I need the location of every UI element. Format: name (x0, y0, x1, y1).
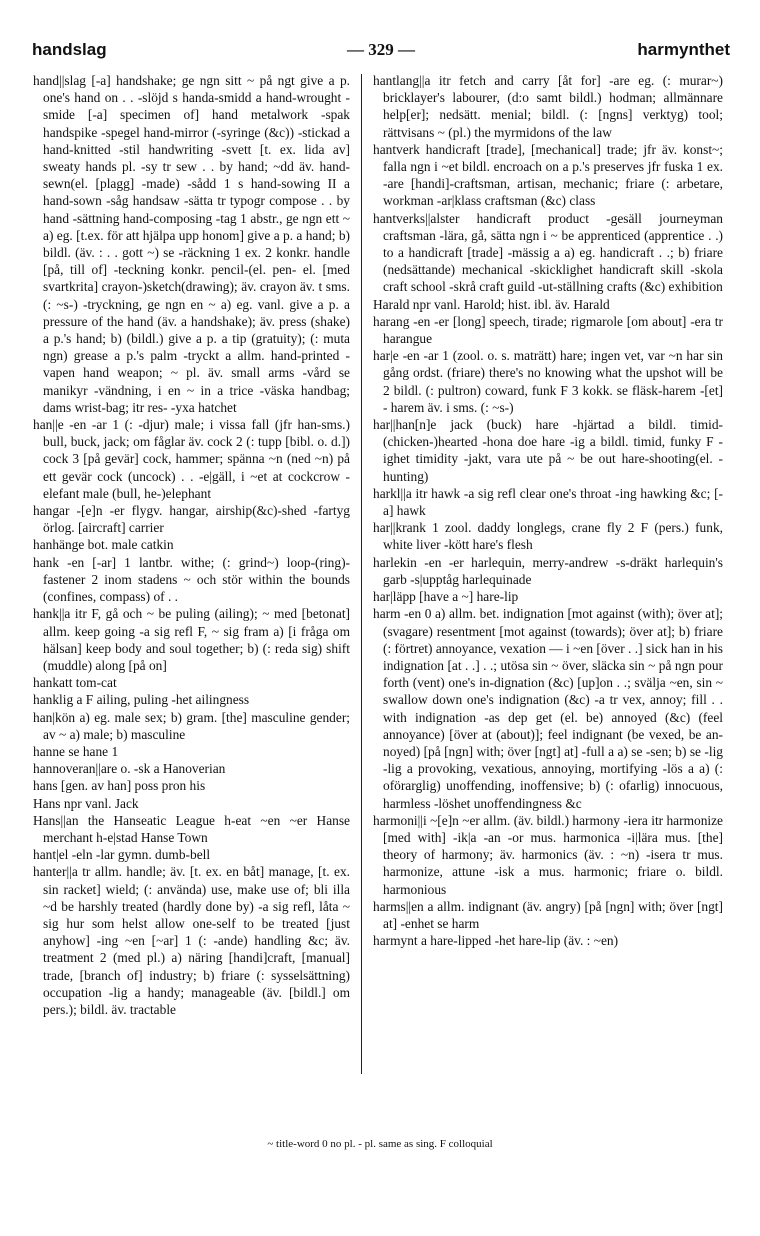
dictionary-entry: hanhänge bot. male catkin (33, 537, 174, 553)
dictionary-entry: Hans npr vanl. Jack (33, 795, 139, 811)
column-divider (361, 74, 362, 1074)
dictionary-entry: hantverk handicraft [trade], [mechanical] trade; jfr äv. konst~; falla ngn i ~et bildl. encroach on a p.'s preserves jfr fuska 1 ex. -are [handi]-craftsman, artisan, mechanic; friare (: arbetare, workman -ar|klass craftsman (&c) class (373, 141, 723, 209)
dictionary-entry: hanter||a tr allm. handle; äv. [t. ex. en båt] manage, [t. ex. sin racket] wield; (: använda) use, make use of; bli illa ~d be harshly treated (hardly done by) -a sig refl, låta ~ sig hur som helst allow one-self to be treated [just anyhow] -ing ~en [~ar] 1 (: -ande) handling &c; äv. treatment 2 (med pl.) a) näring [handi]craft, [manual] trade, [branch of] industry; b) friare (: sysselsättning) occupation -lig a handy; manageable (äv. [bildl.] om pers.); bildl. äv. tractable (33, 864, 350, 1017)
dictionary-entry: harm -en 0 a) allm. bet. indignation [mot against (with); över at]; (svagare) resentment [mot against (towards); över at]; b) friare (: förtret) annoyance, vexation — i ~en [över . .] sick han in his indignation [at . .] . .; utösa sin ~ över, släcka sin ~ på ngn pour forth (vent) one's in-dignation (&c) [up]on . .; svälja ~en, sin ~ swallow down one's indignation (&c) -a tr vex, annoy; fill . . with indignation -as dep get (el. be) annoyed (&c) (feel annoyance) [över at (about)]; feel indignant (be vexed, be an-noyed) [på [ngn] with; över [ngt] at] -full a a) se -sen; b) se -lig -lig a provoking, vexatious, annoying, mortifying -lös a a) (: oförarglig) unoffending, inoffensive; b) (: ofarlig) innocuous, harmless -löshet unoffendingness &c (373, 606, 723, 811)
dictionary-entry: han||e -en -ar 1 (: -djur) male; i vissa fall (jfr han-sms.) bull, buck, jack; om fåglar äv. cock 2 (: tupp [bibl. o. d.]) cock 3 [på gevär] cock, hammer; spänna ~n (ned ~n) på ett gevär cock (uncock) . . -e|gäll, i ~et at cockcrow -elefant male (bull, he-)elephant (33, 417, 350, 501)
dictionary-entry: har|e -en -ar 1 (zool. o. s. maträtt) hare; ingen vet, var ~n har sin gång ordst. (friare) there's no knowing what the upshot will be 2 bildl. (: pultron) coward, funk F 3 kokk. se fläsk-harem -[et] - harem äv. i sms. (: ~s-) (373, 348, 723, 415)
dictionary-entry: harang -en -er [long] speech, tirade; rigmarole [om about] -era tr harangue (373, 313, 723, 347)
right-column (373, 72, 723, 949)
page-number: — 329 — (347, 40, 415, 59)
page-header (32, 40, 730, 62)
dictionary-entry: harmoni||i ~[e]n ~er allm. (äv. bildl.) harmony -iera itr harmonize [med with] -ik|a -an -or mus. harmonica -i|lära mus. [the] theory of harmony; äv. harmonics (äv. : ~n) -isera tr mus. harmonize, attune -isk a mus. harmonic; friare o. bildl. harmonious (373, 812, 723, 897)
dictionary-entry: han|kön a) eg. male sex; b) gram. [the] masculine gender; av ~ a) male; b) masculine (33, 709, 350, 742)
dictionary-entry: Hans||an the Hanseatic League h-eat ~en ~er Hanse merchant h-e|stad Hanse Town (33, 812, 350, 845)
dictionary-entry: hans [gen. av han] poss pron his (33, 778, 206, 794)
dictionary-entry: har|läpp [have a ~] hare-lip (373, 589, 519, 605)
dictionary-entry: hanne se hane 1 (33, 743, 119, 759)
dictionary-entry: harkl||a itr hawk -a sig refl clear one's throat -ing hawking &c; [-a] hawk (373, 485, 723, 519)
dictionary-entry: Harald npr vanl. Harold; hist. ibl. äv. Harald (373, 296, 610, 312)
dictionary-entry: hankatt tom-cat (33, 675, 117, 691)
dictionary-entry: hantlang||a itr fetch and carry [åt for] -are eg. (: murar~) bricklayer's labourer, (d:o samt bildl.) hodman; allmännare help[er]; nedsätt. menial; bildl. (: [ngns] verktyg) tool; rättvisans ~ (pl.) the myrmidons of the law (373, 73, 723, 140)
dictionary-entry: harms||en a allm. indignant (äv. angry) [på [ngn] with; över [ngt] at] -enhet se harm (373, 898, 723, 931)
header-left-guideword: handslag (32, 40, 107, 59)
dictionary-entry: hant|el -eln -lar gymn. dumb-bell (33, 847, 211, 863)
dictionary-entry: hannoveran||are o. -sk a Hanoverian (33, 761, 226, 777)
dictionary-entry: hank||a itr F, gå och ~ be puling (ailing); ~ med [betonat] allm. keep going -a sig refl F, ~ sig fram a) [i fråga om hälsan] keep body and soul together; b) (: reda sig) shift (muddle) along [på on] (33, 606, 350, 673)
dictionary-entry: harlekin -en -er harlequin, merry-andrew -s-dräkt harlequin's garb -s|upptåg harlequinade (373, 554, 723, 587)
dictionary-entry: hangar -[e]n -er flygv. hangar, airship(&c)-shed -fartyg örlog. [aircraft] carrier (33, 503, 350, 536)
page-footer: ~ title-word 0 no pl. - pl. same as sing. F colloquial (267, 1138, 493, 1150)
dictionary-entry: hand||slag [-a] handshake; ge ngn sitt ~ på ngt give a p. one's hand on . . -slöjd s handa-smidd a hand-wrought -smide [-a] specimen of] hand metalwork -spak handspike -spegel hand-mirror (-syringe (&c)) -stickad a hand-knitted -stil handwriting -svett [t. ex. lida av] sweaty hands pl. -sy tr sew . . by hand; ~dd äv. hand-sewn(el. [plagg] -made) -sådd 1 s hand-sowing II a hand-sown -såg handsaw -sätta tr typogr compose . . by hand -sättning hand-composing -tag 1 abstr., ge ngn ett ~ a) eg. [t.ex. för att hjälpa upp honom] give a p. a hand; b) bildl. (äv. : . . gott ~) se -räckning 1 ex. 2 konkr. handle [på, till of] -teckning konkr. pencil-(el. pen- el. [med svartkrita] crayon-)sketch(drawing); äv. crayon äv. t sms. (: ~s-) -tryckning, ge ngn en ~ a) eg. vanl. give a p. a pressure of the hand (äv. a handshake); äv. press (shake) a p.'s hand; b) (bildl.) give a p. a tip (gratuity); (: muta ngn) grease a p.'s palm -tryckt a allm. hand-printed -vapen hand weapon; ~ pl. äv. small arms -vård se manikyr -vändning, i en ~ in a trice -väska handbag; dams wrist-bag; itr res- -yxa hatchet (33, 73, 350, 415)
dictionary-entry: harmynt a hare-lipped -het hare-lip (äv. : ~en) (373, 933, 619, 949)
left-column (33, 72, 350, 1018)
dictionary-entry: hanklig a F ailing, puling -het ailingness (33, 692, 250, 708)
header-right-guideword: harmynthet (637, 40, 730, 59)
dictionary-entry: hank -en [-ar] 1 lantbr. withe; (: grind~) loop-(ring)-fastener 2 inom stadens ~ och stör within the bounds (confines, compass) of . . (33, 554, 350, 605)
dictionary-entry: har||han[n]e jack (buck) hare -hjärtad a bildl. timid-(chicken-)hearted -hona doe hare -ig a bildl. timid, funky F -ighet timidity -jakt, vara ute på ~ be out hare-shooting(el. -hunting) (373, 417, 723, 484)
dictionary-entry: har||krank 1 zool. daddy longlegs, crane fly 2 F (pers.) funk, white liver -kött hare's flesh (373, 520, 723, 553)
dictionary-entry: hantverks||alster handicraft product -gesäll journeyman craftsman -lära, gå, sätta ngn i ~ be apprenticed (apprentice . .) to a handicraft [trade] -mässig a a) eg. handicraft . .; b) friare (nedsättande) mechanical -skicklighet handicraft skill -skola craft school -skrå craft guild -ut-ställning crafts (&c) exhibition (373, 210, 723, 295)
